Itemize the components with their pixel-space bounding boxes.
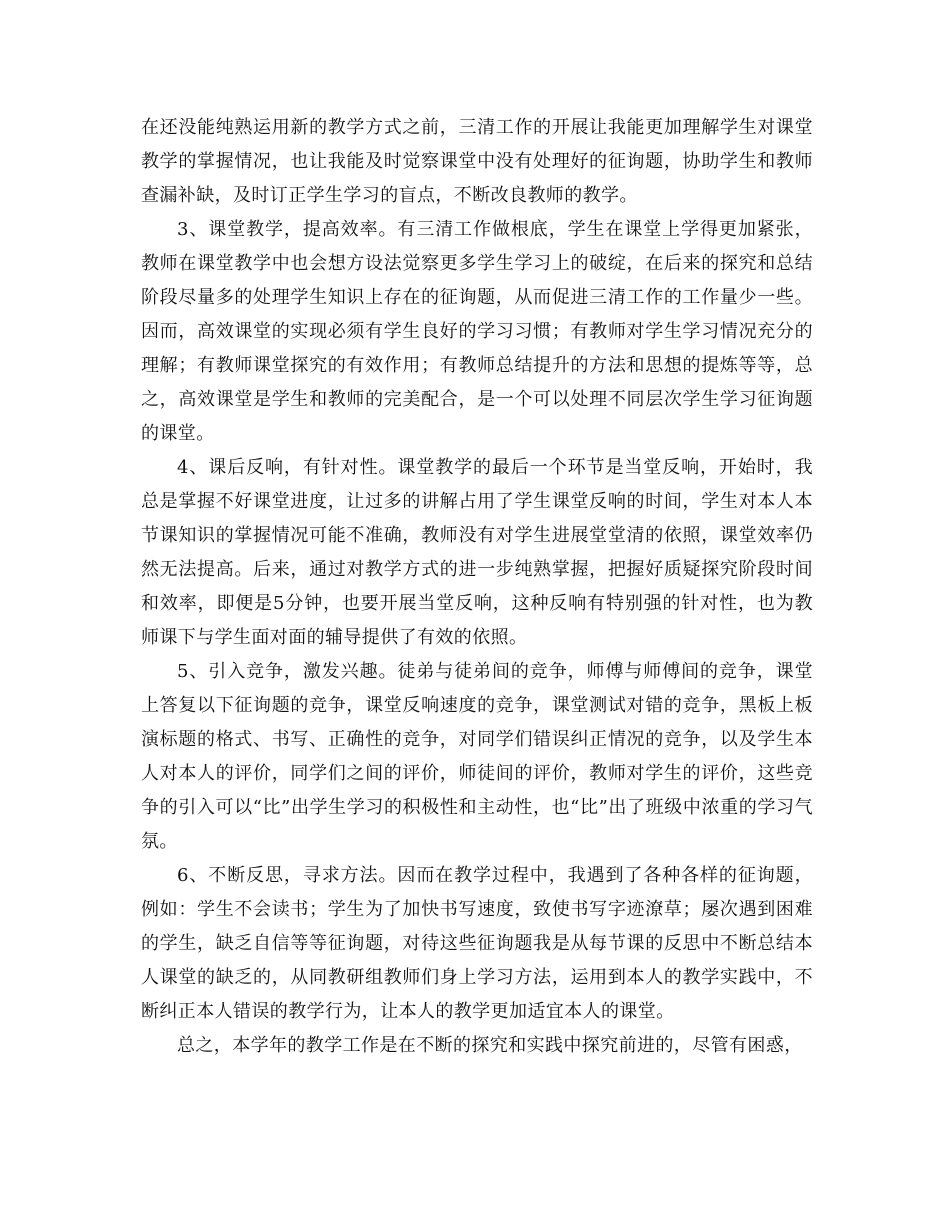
paragraph-item-3: 3、课堂教学，提高效率。有三清工作做根底，学生在课堂上学得更加紧张，教师在课堂教学中也会想方设法觉察更多学生学习上的破绽，在后来的探究和总结阶段尽量多的处理学生知识上存在的征询题，从而促进三清工作的工作量少一些。因而，高效课堂的实现必须有学生良好的学习习惯；有教师对学生学习情况充分的理解；有教师课堂探究的有效作用；有教师总结提升的方法和思想的提炼等等，总之，高效课堂是学生和教师的完美配合，是一个可以处理不同层次学生学习征询题的课堂。 [141, 219, 813, 444]
paragraph-continuation: 在还没能纯熟运用新的教学方式之前，三清工作的开展让我能更加理解学生对课堂教学的掌握情况，也让我能及时觉察课堂中没有处理好的征询题，协助学生和教师查漏补缺，及时订正学生学习的盲点，不断改良教师的教学。 [141, 117, 813, 206]
document-body [141, 111, 813, 1063]
paragraph-item-5: 5、引入竞争，激发兴趣。徒弟与徒弟间的竞争，师傅与师傅间的竞争，课堂上答复以下征询题的竞争，课堂反响速度的竞争，课堂测试对错的竞争，黑板上板演标题的格式、书写、正确性的竞争，对同学们错误纠正情况的竞争，以及学生本人对本人的评价，同学们之间的评价，师徒间的评价，教师对学生的评价，这些竞争的引入可以“比”出学生学习的积极性和主动性，也“比”出了班级中浓重的学习气氛。 [141, 661, 813, 852]
paragraph-summary: 总之，本学年的教学工作是在不断的探究和实践中探究前进的，尽管有困惑， [177, 1035, 803, 1056]
paragraph-item-4: 4、课后反响，有针对性。课堂教学的最后一个环节是当堂反响，开始时，我总是掌握不好课堂进度，让过多的讲解占用了学生课堂反响的时间，学生对本人本节课知识的掌握情况可能不准确，教师没有对学生进展堂堂清的依照，课堂效率仍然无法提高。后来，通过对教学方式的进一步纯熟掌握，把握好质疑探究阶段时间和效率，即便是5分钟，也要开展当堂反响，这种反响有特别强的针对性，也为教师课下与学生面对面的辅导提供了有效的依照。 [141, 457, 813, 648]
paragraph-item-6: 6、不断反思，寻求方法。因而在教学过程中，我遇到了各种各样的征询题，例如：学生不会读书；学生为了加快书写速度，致使书写字迹潦草；屡次遇到困难的学生，缺乏自信等等征询题，对待这些征询题我是从每节课的反思中不断总结本人课堂的缺乏的，从同教研组教师们身上学习方法，运用到本人的教学实践中，不断纠正本人错误的教学行为，让本人的教学更加适宜本人的课堂。 [141, 865, 813, 1022]
